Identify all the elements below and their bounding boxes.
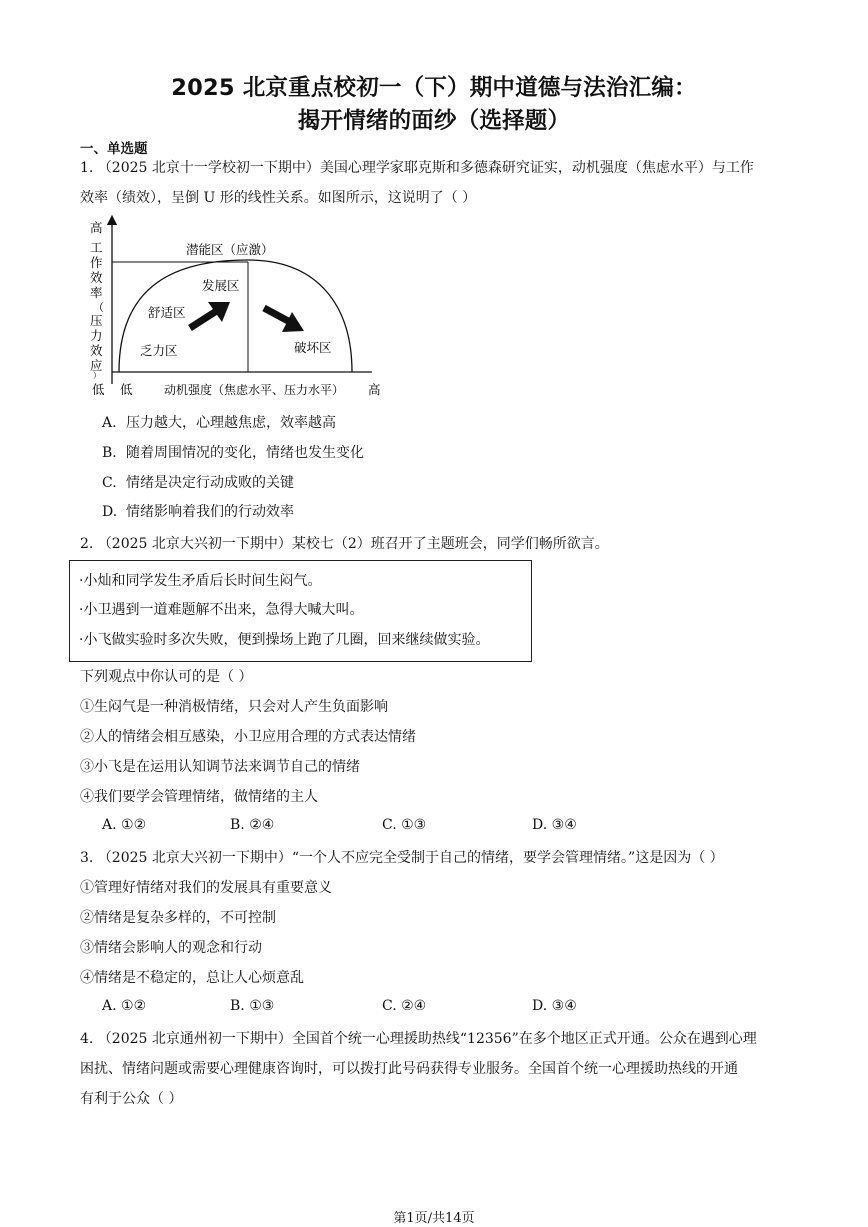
- option-text: 随着周围情况的变化，情绪也发生变化: [126, 445, 364, 461]
- q2-option-d[interactable]: [532, 817, 577, 833]
- option-text: ③④: [551, 998, 577, 1014]
- option-key: A.: [102, 817, 117, 833]
- q3-statement: ②情绪是复杂多样的，不可控制: [80, 910, 276, 926]
- q2-statement: ①生闷气是一种消极情绪，只会对人产生负面影响: [80, 699, 388, 715]
- q3-option-a[interactable]: [102, 998, 146, 1014]
- x-low-label: 低: [120, 382, 133, 397]
- y-high-label: 高: [90, 220, 103, 235]
- option-key: C.: [102, 475, 117, 491]
- yerkes-dodson-figure: [84, 212, 394, 402]
- zone-potential-label: 潜能区（应激）: [186, 242, 274, 257]
- option-text: 情绪影响着我们的行动效率: [126, 504, 294, 520]
- zone-weak-label: 乏力区: [140, 343, 178, 358]
- q2-stem: 2. （2025 北京大兴初一下期中）某校七（2）班召开了主题班会，同学们畅所欲言。: [80, 536, 609, 552]
- option-key: C.: [382, 817, 397, 833]
- zone-comfort-label: 舒适区: [148, 305, 186, 320]
- q3-options: [102, 998, 722, 1018]
- q2-option-c[interactable]: [382, 817, 426, 833]
- y-axis-label: [90, 240, 104, 380]
- q3-statement: ③情绪会影响人的观念和行动: [80, 940, 262, 956]
- q4-stem-line3: 有利于公众（ ）: [80, 1091, 183, 1107]
- option-key: D.: [532, 998, 548, 1014]
- x-high-label: 高: [368, 382, 381, 397]
- y-axis-char: 力: [90, 328, 103, 343]
- q2-prompt: 下列观点中你认可的是（ ）: [80, 669, 253, 685]
- option-text: ②④: [401, 998, 427, 1014]
- y-axis-char: ）: [93, 371, 101, 380]
- option-key: B.: [230, 998, 245, 1014]
- option-key: B.: [230, 817, 245, 833]
- option-text: 压力越大，心理越焦虑，效率越高: [126, 415, 336, 431]
- option-text: ③④: [551, 817, 577, 833]
- y-low-label: 低: [92, 382, 105, 397]
- scenario-line: ·小灿和同学发生矛盾后长时间生闷气。: [79, 573, 322, 589]
- y-axis-char: （: [93, 301, 104, 314]
- option-key: A.: [102, 415, 117, 431]
- q3-stem: 3. （2025 北京大兴初一下期中）“一个人不应完全受制于自己的情绪，要学会管理情绪。”这是因为（ ）: [80, 850, 724, 866]
- q1-stem-line1: 1. （2025 北京十一学校初一下期中）美国心理学家耶克斯和多德森研究证实，动机强度（焦虑水平）与工作: [80, 160, 754, 176]
- q3-statement: ①管理好情绪对我们的发展具有重要意义: [80, 880, 332, 896]
- q4-stem-line1: 4. （2025 北京通州初一下期中）全国首个统一心理援助热线“12356”在多个地区正式开通。公众在遇到心理: [80, 1031, 757, 1047]
- page-number: 第1页/共14页: [393, 1211, 475, 1226]
- option-text: 情绪是决定行动成败的关键: [126, 475, 294, 491]
- falling-arrow: [264, 308, 304, 332]
- q3-option-c[interactable]: [382, 998, 426, 1014]
- y-axis-char: 工: [90, 240, 103, 255]
- y-axis-char: 应: [90, 358, 103, 373]
- q2-scenario-box: [69, 560, 532, 662]
- option-text: ①③: [249, 998, 275, 1014]
- q3-option-d[interactable]: [532, 998, 577, 1014]
- y-axis-char: 压: [90, 313, 103, 328]
- y-axis-char: 率: [90, 285, 103, 300]
- option-key: C.: [382, 998, 397, 1014]
- q2-statement: ④我们要学会管理情绪，做情绪的主人: [80, 789, 318, 805]
- page-title-line2: 揭开情绪的面纱（选择题）: [297, 108, 571, 134]
- q1-option-c[interactable]: [102, 472, 294, 492]
- q2-options: [102, 817, 722, 837]
- option-key: D.: [102, 504, 118, 520]
- page-title-line1: 2025 北京重点校初一（下）期中道德与法治汇编：: [171, 75, 697, 101]
- q1-option-d[interactable]: [102, 501, 294, 521]
- option-text: ①③: [401, 817, 427, 833]
- option-key: B.: [102, 445, 117, 461]
- q1-stem-line2: 效率（绩效），呈倒 U 形的线性关系。如图所示，这说明了（ ）: [80, 190, 477, 206]
- y-axis-char: 效: [90, 270, 103, 285]
- option-text: ①②: [121, 998, 147, 1014]
- q3-statement: ④情绪是不稳定的，总让人心烦意乱: [80, 970, 304, 986]
- option-key: A.: [102, 998, 117, 1014]
- q1-option-a[interactable]: [102, 412, 336, 432]
- option-text: ①②: [121, 817, 147, 833]
- q3-option-b[interactable]: [230, 998, 274, 1014]
- q4-stem-line2: 困扰、情绪问题或需要心理健康咨询时，可以拨打此号码获得专业服务。全国首个统一心理援助热线的开通: [80, 1061, 738, 1077]
- option-key: D.: [532, 817, 548, 833]
- q2-statement: ③小飞是在运用认知调节法来调节自己的情绪: [80, 759, 360, 775]
- scenario-line: ·小飞做实验时多次失败，便到操场上跑了几圈，回来继续做实验。: [79, 632, 490, 648]
- rising-arrow: [190, 302, 230, 328]
- y-axis-char: 作: [90, 255, 103, 270]
- x-axis-label: 动机强度（焦虑水平、压力水平）: [164, 383, 345, 397]
- scenario-line: ·小卫遇到一道难题解不出来，急得大喊大叫。: [79, 602, 364, 618]
- option-text: ②④: [249, 817, 275, 833]
- zone-destroy-label: 破坏区: [294, 340, 332, 355]
- q2-option-a[interactable]: [102, 817, 146, 833]
- y-axis-char: 效: [90, 343, 103, 358]
- q1-option-b[interactable]: [102, 442, 364, 462]
- q2-option-b[interactable]: [230, 817, 274, 833]
- q2-statement: ②人的情绪会相互感染，小卫应用合理的方式表达情绪: [80, 729, 416, 745]
- zone-develop-label: 发展区: [202, 278, 240, 293]
- section-heading: 一、单选题: [80, 141, 148, 157]
